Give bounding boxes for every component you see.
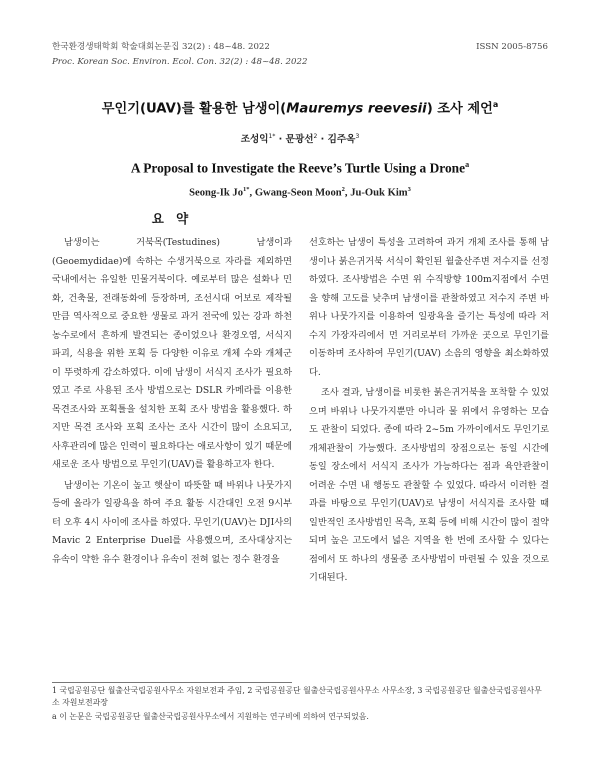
authors-korean: 조성익$^{1*}$ · 문광선$^2$ · 김주옥$^3$ <box>240 132 360 145</box>
species-name: Mauremys reevesii <box>286 101 427 117</box>
footnote-funding: a 이 논문은 국립공원공단 월출산국립공원사무소에서 지원하는 연구비에 의하여 연구되었음. <box>52 712 369 721</box>
title-korean <box>0 96 600 118</box>
author-name: 문광선 <box>285 134 314 145</box>
abstract-paragraph: 남생이는 기온이 높고 햇살이 따뜻할 때 바위나 나뭇가지 등에 올라가 일광욕을 하여 주요 활동 시간대인 오전 9시부터 오후 4시 사이에 조사를 하였다. 무인기(UAV)는 DJI사의 Mavic 2 Enterprise Duel를 사용했으며, 조사대상지는 유속이 약한 유수 환경이나 유속이 전혀 없는 정수 환경을 <box>52 479 292 565</box>
footnote-divider <box>52 682 292 683</box>
author-mark: 3 <box>355 132 360 140</box>
abstract-paragraph: 선호하는 남생이 특성을 고려하여 과거 개체 조사를 통해 남생이나 붉은귀거북 서식이 확인된 월출산주변 저수지를 선정하였다. 조사방법은 수면 위 수직방향 100m지점에서 수면을 향해 고도를 낮추며 남생이를 관찰하였고 저수지 주변 바위나 나뭇가지를 이용하여 일광욕을 즐기는 특성에 따라 저수지 가장자리에서 먼 거리로부터 가까운 곳으로 무인기를 이동하며 조사하여 무인기(UAV) 소음의 영향을 최소화하였다. <box>309 237 549 378</box>
author-mark-en: 3 <box>407 186 411 193</box>
author-name: 조성익 <box>240 134 269 145</box>
author-mark-en: 1* <box>243 186 250 193</box>
abstract-paragraph: 남생이는 거북목(Testudines) 남생이과(Geoemydidae)에 속하는 수생거북으로 자라를 제외하면 국내에서는 유일한 민물거북이다. 예로부터 많은 설화나 민화, 건축물, 전래동화에 등장하며, 조선시대 어보로 제작될 만큼 역사적으로 중요한 생물로 과거 전국에 있는 강과 하천 농수로에서 흔하게 발견되는 종이었으나 환경오염, 서식지 파괴, 식용을 위한 포획 등 다양한 이유로 개체 수와 개체군이 뚜렷하게 감소하였다. 이에 남생이 서식지 조사가 필요하였고 주로 사용된 조사 방법으로는 DSLR 카메라를 이용한 목견조사와 포획틀을 설치한 포획 조사 방법을 활용했다. 하지만 목견 조사와 포획 조사는 조사 시간이 많이 소요되고, 사후관리에 많은 인력이 필요하다는 애로사항이 있기 때문에 새로운 조사 방법으로 무인기(UAV)를 활용하고자 한다. <box>52 237 292 470</box>
title-korean-prefix: 무인기(UAV)를 활용한 남생이( <box>101 101 287 117</box>
abstract-heading: 요 약 <box>151 211 193 226</box>
author-mark: 1* <box>268 132 276 140</box>
journal-citation-ko: 한국환경생태학회 학술대회논문집 32(2) : 48~48. 2022 <box>52 42 270 52</box>
authors-english: Seong-Ik $Jo^{1*}$, Gwang-Seon Moon$^2$, Ju-Ouk Kim$^3$ <box>189 186 411 199</box>
author-mark-en: 2 <box>341 186 345 193</box>
title-note-mark: a <box>492 100 499 109</box>
abstract-right-column <box>309 234 549 590</box>
abstract-paragraph: 조사 결과, 남생이를 비롯한 붉은귀거북을 포착할 수 있었으며 바위나 나뭇가지뿐만 아니라 물 위에서 유영하는 모습도 관찰이 되었다. 종에 따라 2~5m 가까이에서도 무인기로 개체관찰이 가능했다. 조사방법의 장점으로는 동일 시간에 동일 장소에서 서식지 조사가 가능하다는 점과 육안관찰이 어려운 수면 내 행동도 관찰할 수 있었다. 따라서 이러한 결과를 바탕으로 무인기(UAV)로 남생이 서식지를 조사할 때 일반적인 조사방법인 목측, 포획 등에 비해 시간이 많이 절약되며 높은 고도에서 넓은 지역을 한 번에 조사할 수 있다는 점에서 또 하나의 생물종 조사방법이 마련될 수 있을 것으로 기대된다. <box>309 387 549 584</box>
title-korean-suffix: ) 조사 제언 <box>426 101 493 117</box>
author-name-en: Gwang-Seon Moon <box>254 187 342 199</box>
footnote-affiliations: 1 국립공원공단 월출산국립공원사무소 자원보전과 주임, 2 국립공원공단 월출산국립공원사무소 사무소장, 3 국립공원공단 월출산국립공원사무소 자원보전과장 <box>52 686 542 707</box>
title-english-text: A Proposal to Investigate the Reeve’s Turtle Using a Drone <box>130 160 466 176</box>
abstract-left-column <box>52 234 292 572</box>
journal-citation-en: Proc. Korean Soc. Environ. Ecol. Con. 32(2) : 48~48. 2022 <box>52 57 308 67</box>
author-name-en: Ju-Ouk Kim <box>350 187 408 199</box>
author-name-en: Seong-Ik Jo <box>189 187 244 199</box>
author-name: 김주옥 <box>327 134 356 145</box>
title-english-note: a <box>465 160 470 169</box>
title-english <box>0 160 600 176</box>
issn: ISSN 2005-8756 <box>476 42 548 52</box>
author-mark: 2 <box>313 132 318 140</box>
